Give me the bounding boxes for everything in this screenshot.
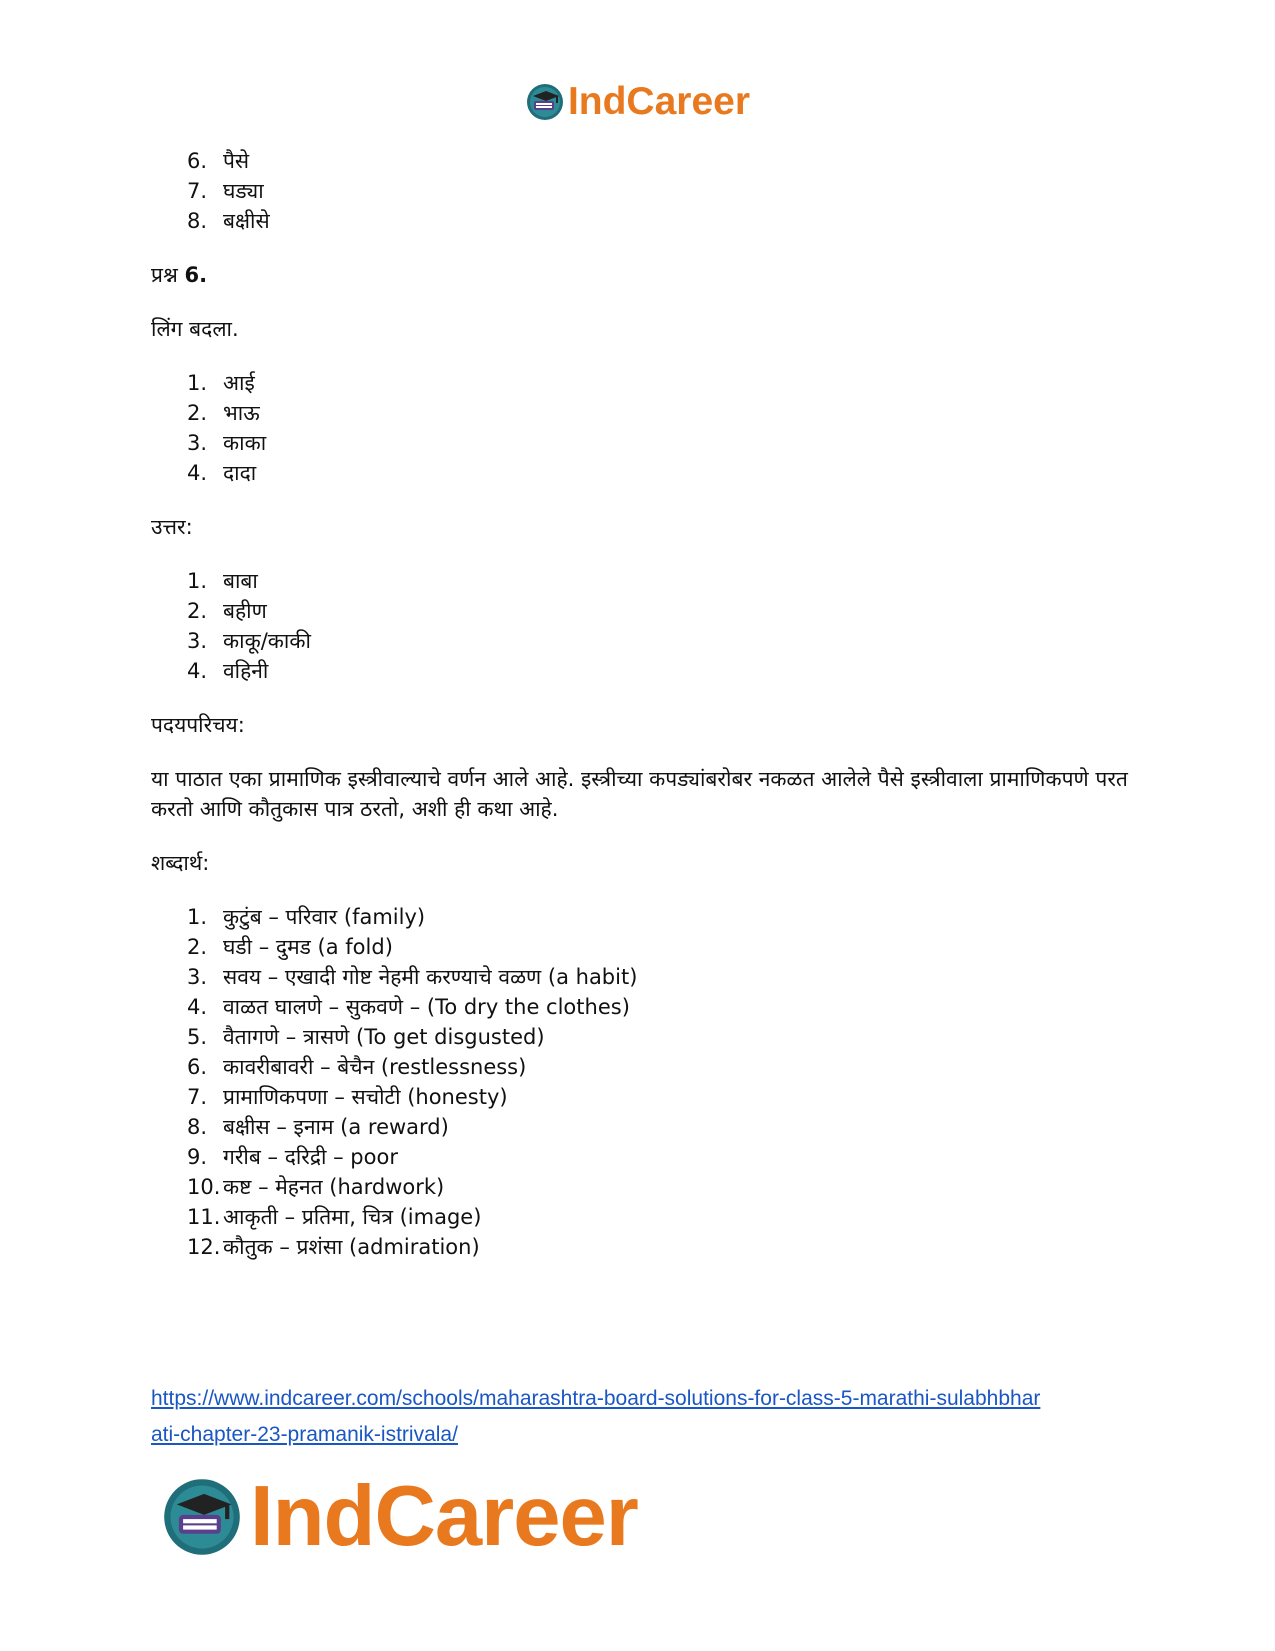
source-link-line-1[interactable]: https://www.indcareer.com/schools/maharashtra-board-solutions-for-class-5-marathi-sulabhbhar — [151, 1387, 1041, 1410]
brand-name: IndCareer — [567, 80, 751, 123]
question-list — [151, 368, 1151, 488]
list-item: 4. वहिनी — [187, 659, 269, 683]
list-item: 4. दादा — [187, 461, 257, 485]
header-logo — [0, 80, 1275, 124]
list-item: 2. भाऊ — [187, 401, 260, 425]
source-link-line-2[interactable]: ati-chapter-23-pramanik-istrivala/ — [151, 1423, 458, 1446]
list-item: 1. आई — [187, 371, 255, 395]
book-graduation-cap-icon — [160, 1475, 244, 1559]
list-item: 4. वाळत घालणे – सुकवणे – (To dry the clothes) — [187, 995, 630, 1019]
list-item: 7. घड्या — [187, 179, 264, 203]
list-item: 9. गरीब – दरिद्री – poor — [187, 1145, 398, 1169]
list-item: 6. कावरीबावरी – बेचैन (restlessness) — [187, 1055, 527, 1079]
answer-list — [151, 566, 1151, 686]
list-item: 3. सवय – एखादी गोष्ट नेहमी करण्याचे वळण (a habit) — [187, 965, 638, 989]
list-item: 8. बक्षीस – इनाम (a reward) — [187, 1115, 449, 1139]
document-body — [151, 146, 1151, 1262]
intro-paragraph: या पाठात एका प्रामाणिक इस्त्रीवाल्याचे वर्णन आले आहे. इस्त्रीच्या कपड्यांबरोबर नकळत आलेले पैसे इस्त्रीवाला प्रामाणिकपणे परत करतो आणि कौतुकास पात्र ठरतो, अशी ही कथा आहे. — [151, 767, 1128, 821]
list-item: 1. बाबा — [187, 569, 258, 593]
book-graduation-cap-icon — [525, 82, 565, 122]
list-item: 5. वैतागणे – त्रासणे (To get disgusted) — [187, 1025, 545, 1049]
list-item: 2. बहीण — [187, 599, 267, 623]
list-item: 3. काकू/काकी — [187, 629, 311, 653]
answer-label: उत्तर: — [151, 515, 193, 539]
list-item: 3. काका — [187, 431, 267, 455]
list-item: 7. प्रामाणिकपणा – सचोटी (honesty) — [187, 1085, 508, 1109]
list-item: 8. बक्षीसे — [187, 209, 270, 233]
list-item: 6. पैसे — [187, 149, 250, 173]
footer-logo — [160, 1468, 638, 1566]
list-item: 1. कुटुंब – परिवार (family) — [187, 905, 426, 929]
list-item: 2. घडी – दुमड (a fold) — [187, 935, 393, 959]
brand-name: IndCareer — [250, 1469, 638, 1564]
instruction-text: लिंग बदला. — [151, 317, 239, 341]
list-item: 11. आकृती – प्रतिमा, चित्र (image) — [187, 1205, 482, 1229]
glossary-list — [151, 902, 1151, 1262]
question-heading: प्रश्न 6. — [151, 263, 208, 287]
glossary-label: शब्दार्थ: — [151, 851, 210, 875]
continued-list — [151, 146, 1151, 236]
list-item: 12. कौतुक – प्रशंसा (admiration) — [187, 1235, 480, 1259]
source-link[interactable] — [151, 1381, 1141, 1453]
intro-label: पदयपरिचय: — [151, 713, 245, 737]
list-item: 10. कष्ट – मेहनत (hardwork) — [187, 1175, 445, 1199]
